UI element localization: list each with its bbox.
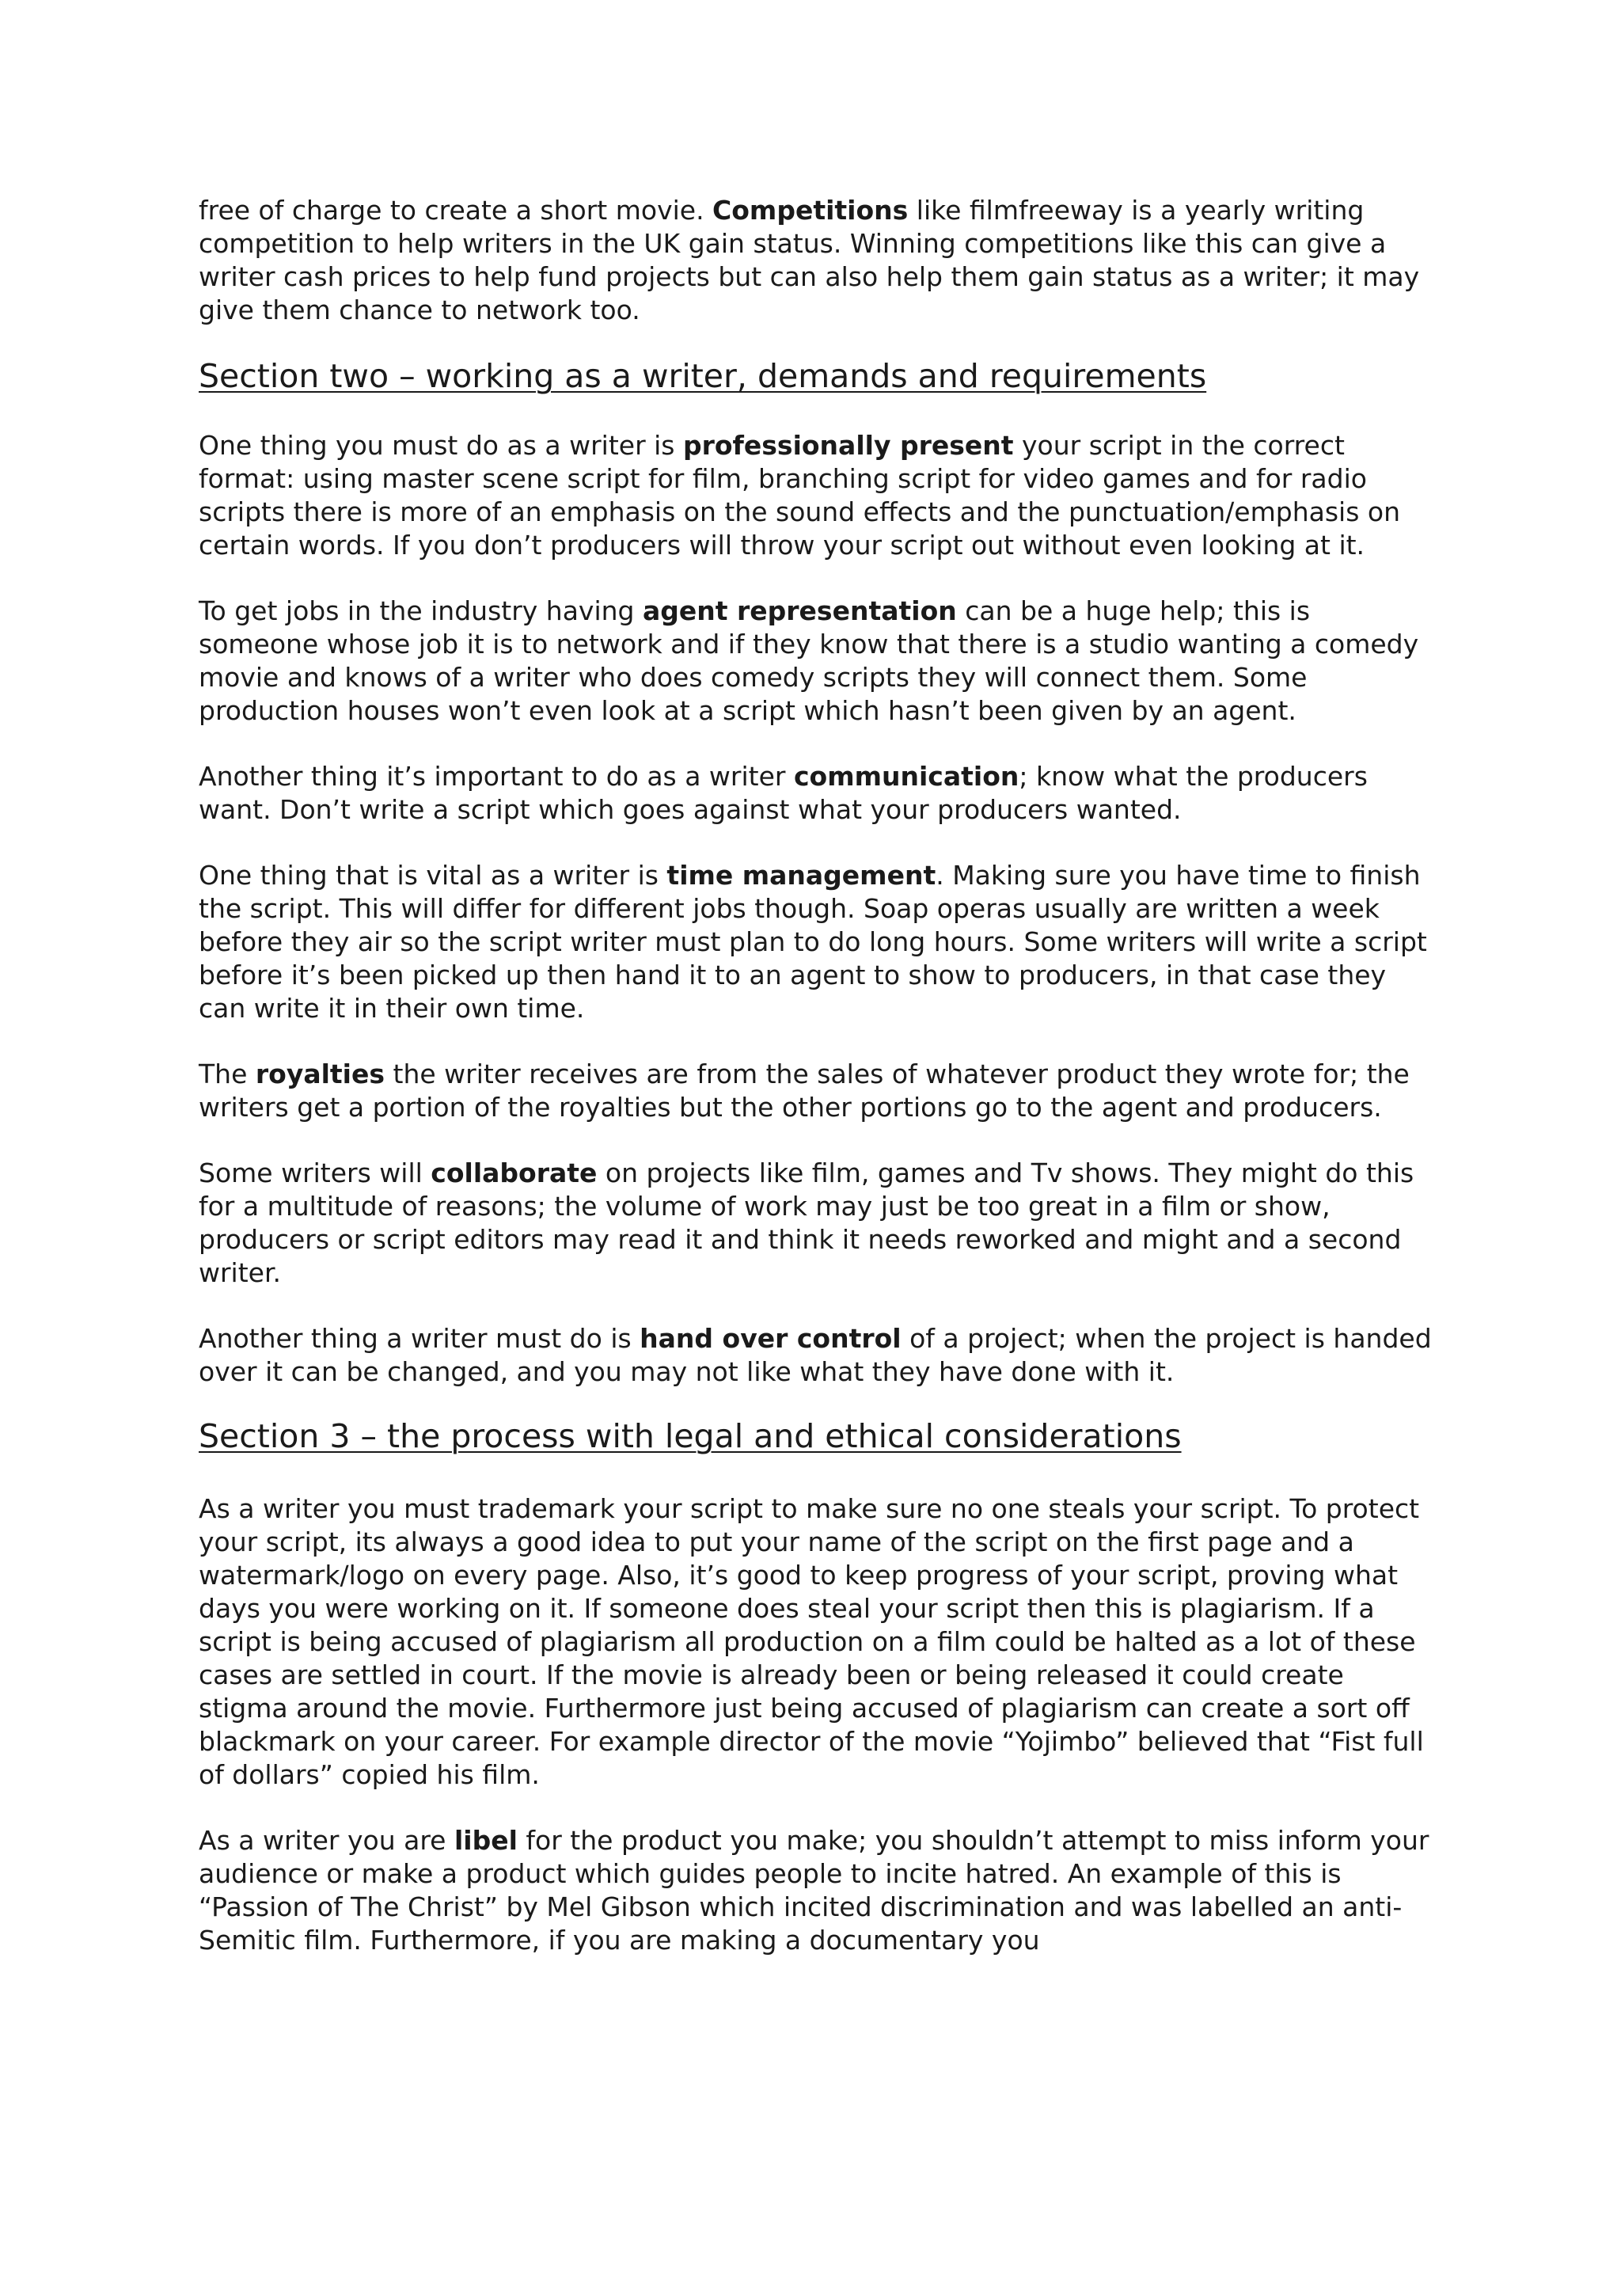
paragraph-competitions [199, 194, 1433, 327]
text-run: can be a huge help; this is someone whose job it is to network and if they know that there is a studio wanting a comedy movie and knows of a writer who does comedy scripts they will connect them. Some production houses won’t even look at a script which hasn’t been given by an agent. [199, 595, 1419, 726]
bold-term-professionally-present: professionally present [682, 430, 1014, 461]
paragraph-plagiarism: As a writer you must trademark your script to make sure no one steals your script. To protect your script, its always a good idea to put your name of the script on the first page and a watermark/logo on every page. Also, it’s good to keep progress of your script, proving what days you were working on it. If someone does steal your script then this is plagiarism. If a script is being accused of plagiarism all production on a film could be halted as a lot of these cases are settled in court. If the movie is already been or being released it could create stigma around the movie. Furthermore just being accused of plagiarism can create a sort off blackmark on your career. For example director of the movie “Yojimbo” believed that “Fist full of dollars” copied his film. [199, 1493, 1424, 1790]
bold-term-agent-representation: agent representation [642, 595, 957, 626]
paragraph-professional-presentation [199, 429, 1433, 562]
bold-term-libel: libel [454, 1825, 518, 1856]
paragraph-collaborate [199, 1157, 1433, 1290]
paragraph-communication [199, 760, 1433, 827]
paragraph-time-management [199, 859, 1433, 1025]
document-body [199, 194, 1433, 1990]
paragraph-libel [199, 1824, 1433, 1957]
text-run: The [199, 1059, 256, 1089]
section-three-heading: Section 3 – the process with legal and ethical considerations [199, 1417, 1182, 1455]
text-run: . Making sure you have time to finish the script. This will differ for different jobs though. Soap operas usually are written a week before they air so the script writer must plan to do long hours. Some writers will write a script before it’s been picked up then hand it to an agent to show to producers, in that case they can write it in their own time. [199, 860, 1427, 1024]
bold-term-competitions: Competitions [712, 195, 909, 226]
text-run: on projects like film, games and Tv shows. They might do this for a multitude of reasons; the volume of work may just be too great in a film or show, producers or script editors may read it and think it needs reworked and might and a second writer. [199, 1158, 1414, 1288]
text-run: Another thing a writer must do is [199, 1323, 640, 1354]
paragraph-royalties [199, 1058, 1433, 1124]
bold-term-collaborate: collaborate [431, 1158, 598, 1188]
text-run: Some writers will [199, 1158, 431, 1188]
text-run: the writer receives are from the sales of whatever product they wrote for; the writers get a portion of the royalties but the other portions go to the agent and producers. [199, 1059, 1410, 1123]
bold-term-time-management: time management [666, 860, 936, 891]
bold-term-hand-over-control: hand over control [640, 1323, 902, 1354]
text-run: of a project; when the project is handed over it can be changed, and you may not like what they have done with it. [199, 1323, 1432, 1387]
text-run: your script in the correct format: using master scene script for film, branching script for video games and for radio scripts there is more of an emphasis on the sound effects and the punctuation/emphasis on certain words. If you don’t producers will throw your script out without even looking at it. [199, 430, 1400, 561]
text-run: One thing that is vital as a writer is [199, 860, 667, 891]
paragraph-hand-over-control [199, 1322, 1433, 1389]
text-run: Another thing it’s important to do as a writer [199, 761, 794, 792]
text-run: ; know what the producers want. Don’t write a script which goes against what your producers wanted. [199, 761, 1368, 825]
paragraph-agent-representation [199, 595, 1433, 728]
text-run: As a writer you are [199, 1825, 454, 1856]
text-run: One thing you must do as a writer is [199, 430, 683, 461]
bold-term-communication: communication [793, 761, 1019, 792]
text-run: To get jobs in the industry having [199, 595, 643, 626]
text-run: free of charge to create a short movie. [199, 195, 713, 226]
bold-term-royalties: royalties [255, 1059, 385, 1089]
text-run: for the product you make; you shouldn’t attempt to miss inform your audience or make a product which guides people to incite hatred. An example of this is “Passion of The Christ” by Mel Gibson which incited discrimination and was labelled an anti-Semitic film. Furthermore, if you are making a documentary you [199, 1825, 1429, 1956]
text-run: like filmfreeway is a yearly writing competition to help writers in the UK gain status. Winning competitions like this can give a writer cash prices to help fund projects but can also help them gain status as a writer; it may give them chance to network too. [199, 195, 1420, 325]
section-two-heading: Section two – working as a writer, demands and requirements [199, 357, 1207, 395]
